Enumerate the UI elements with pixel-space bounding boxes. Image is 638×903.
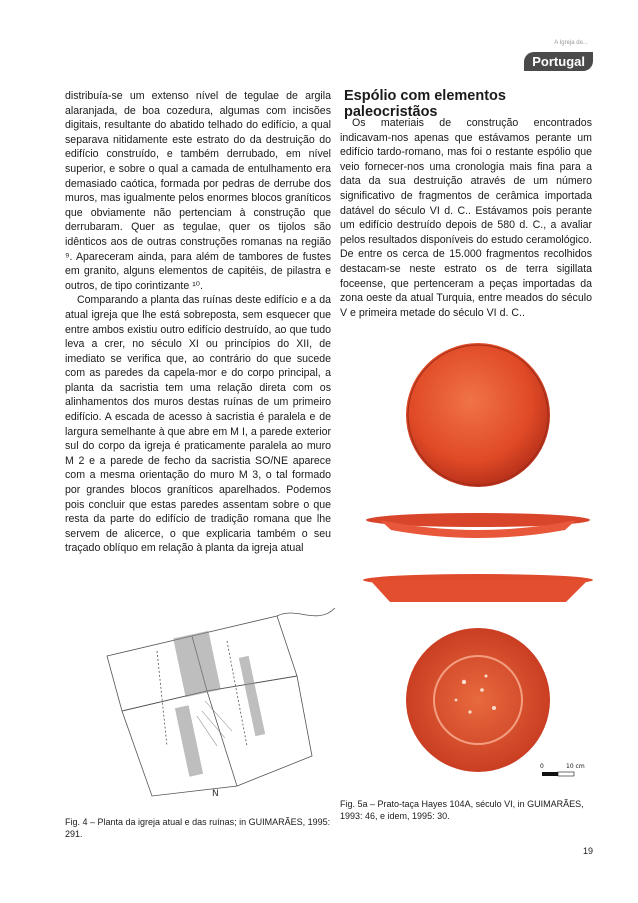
left-paragraph-2: Comparando a planta das ruínas deste edifício e a da atual igreja que lhe está sobreposta, sem esquecer que entre ambos existiu outro edifício destruído, ao que tudo leva a crer, no século XI ou princípios do XII, de imediato se verifica que, ao contrário do que sucede com as paredes da capela-mor e do corpo principal, a planta da sacristia tem uma relação direta com os alinhamentos dos muros destas ruínas de um primeiro edifício. A escada de acesso à sacristia é paralela e de largura semelhante à que abre em M I, a parede exterior sul do corpo da igreja é praticamente paralela ao muro M 2 e a parede de fecho da sacristia SO/NE aparece com a mesma orientação do muro M 3, o tal formado por grandes blocos graníticos aparelhados. Podemos pois concluir que estas paredes assentam sobre o que resta da parte do edifício de tradição romana que lhe servem de alicerce, o que explicaria também o seu traçado oblíquo em relação à planta da igreja atual	[65, 294, 331, 555]
north-arrow-icon: N	[212, 789, 219, 799]
section-tag: Portugal	[524, 52, 593, 71]
plate-underside-view	[406, 628, 550, 772]
plan-contour-line	[277, 608, 335, 616]
section-heading: Espólio com elementos paleocristãos	[344, 88, 506, 120]
figure-4-caption: Fig. 4 – Planta da igreja atual e das ruínas; in GUIMARÃES, 1995: 291.	[65, 817, 331, 839]
church-plan-drawing	[97, 596, 337, 801]
page-number: 19	[582, 846, 593, 856]
right-paragraph-1: Os materiais de construção encontrados indicavam-nos apenas que estávamos perante um edifício tardo-romano, mas foi o restante espólio que veio fornecer-nos uma cronologia mais fina para a data da sua destruição através de um número significativo de fragmentos de cerâmica importada datável do século VI d. C.. Estávamos pois perante um edifício destruído depois de 580 d. C., a avaliar pelos resultados disponíveis do estudo ceramológico. De entre os cerca de 15.000 fragmentos recolhidos destacam-se neste estrato os de terra sigillata foceense, que pertenceram a peças importadas da zona oeste da atual Turquia, entre meados do século V e primeira metade do século VI d. C..	[340, 117, 592, 319]
left-column	[65, 89, 331, 556]
figure-5a-caption: Fig. 5a – Prato-taça Hayes 104A, século VI, in GUIMARÃES, 1993: 46, e idem, 1995: 30.	[340, 799, 584, 821]
scale-bar	[540, 763, 585, 776]
plate-top-view	[406, 343, 550, 487]
left-paragraph-1: distribuía-se um extenso nível de tegulae de argila alaranjada, de boa cozedura, algumas com incisões digitais, resultante do abatido telhado do edifício, a qual separava nitidamente este estrato do da destruição do edifício construído, e também derrubado, em nível superior, e sobre o qual a camada de entulhamento era demasiado caótica, formada por pedras de derrube dos muros, mas igualmente pelos enormes blocos graníticos que obviamente não pertenciam à construção que derrubaram. Quer as tegulae, quer os tijolos são idênticos aos de outras construções romanas na região ⁹. Apareceram ainda, para além de tambores de fustes em granito, alguns elementos de capitéis, de pilastra e outros, de tipo corintizante ¹⁰.	[65, 90, 331, 292]
scale-zero-label: 0	[540, 763, 544, 770]
plan-ruin-wall-m1	[173, 631, 221, 697]
plan-ruin-wall-m2	[175, 705, 203, 776]
scale-end-label: 10 cm	[566, 763, 585, 770]
right-column	[340, 116, 592, 320]
terra-sigillata-plate-photo	[360, 340, 600, 790]
series-tag-small: A Igreja de...	[554, 40, 588, 46]
plan-outline-south	[122, 691, 237, 796]
